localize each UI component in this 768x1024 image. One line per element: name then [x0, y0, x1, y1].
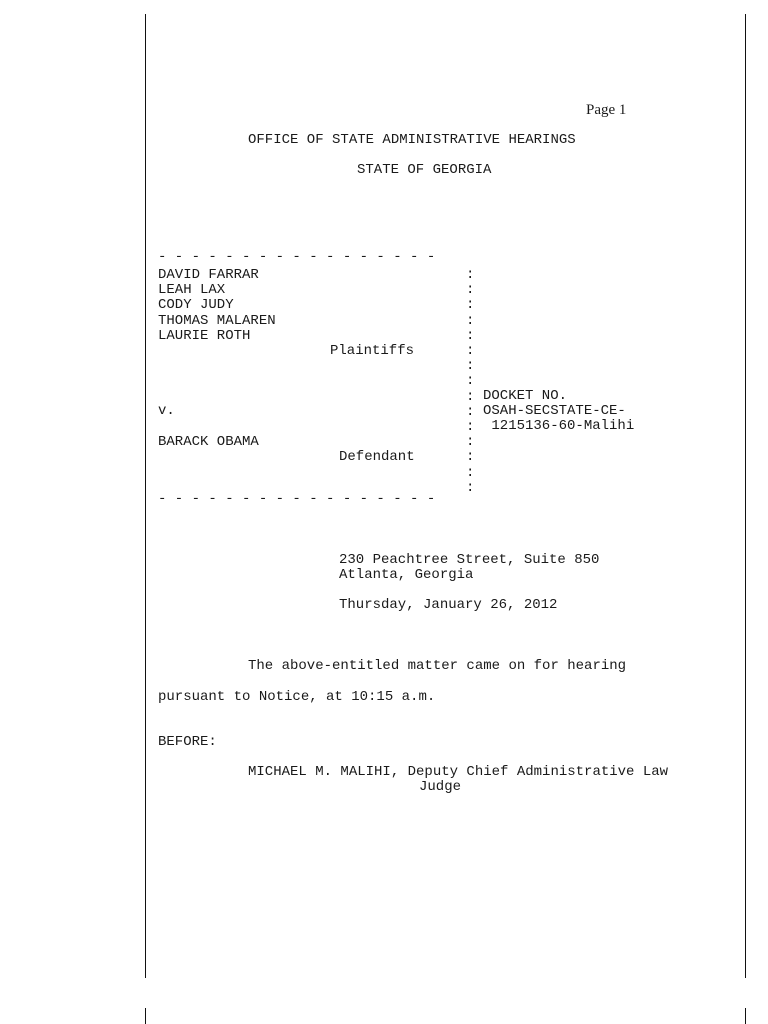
defendant-name: BARACK OBAMA	[158, 434, 259, 450]
plaintiffs-label: Plaintiffs	[330, 343, 415, 359]
judge-name: MICHAEL M. MALIHI, Deputy Chief Administrative Law	[248, 764, 669, 780]
caption-top-separator: - - - - - - - - - - - - - - - - -	[158, 249, 436, 265]
docket-block	[483, 389, 634, 435]
intro-paragraph-line1: The above-entitled matter came on for hearing	[248, 658, 627, 674]
plaintiff-name: THOMAS MALAREN	[158, 312, 276, 329]
office-heading: OFFICE OF STATE ADMINISTRATIVE HEARINGS	[248, 132, 576, 148]
hearing-date: Thursday, January 26, 2012	[339, 597, 558, 613]
hearing-address	[339, 553, 599, 583]
docket-number-cont: 1215136-60-Malihi	[483, 418, 635, 435]
plaintiff-name: DAVID FARRAR	[158, 267, 259, 283]
docket-label: DOCKET NO.	[483, 388, 568, 404]
plaintiff-name: CODY JUDY	[158, 297, 234, 314]
versus-label: v.	[158, 403, 175, 419]
caption-bottom-separator: - - - - - - - - - - - - - - - - -	[158, 491, 436, 507]
state-heading: STATE OF GEORGIA	[357, 162, 492, 178]
before-label: BEFORE:	[158, 734, 217, 750]
caption-colon-column: : : : : : : : : : : : : : : :	[466, 267, 475, 496]
next-page-right-rule	[745, 1008, 746, 1024]
left-margin-rule	[145, 14, 146, 978]
judge-title-cont: Judge	[419, 779, 462, 795]
defendant-label: Defendant	[339, 449, 415, 465]
docket-number: OSAH-SECSTATE-CE-	[483, 403, 626, 420]
next-page-left-rule	[145, 1008, 146, 1024]
page-number: Page 1	[586, 102, 627, 118]
right-margin-rule	[745, 14, 746, 978]
city-state: Atlanta, Georgia	[339, 567, 474, 584]
plaintiff-name: LAURIE ROTH	[158, 327, 251, 344]
plaintiff-names	[158, 268, 276, 344]
intro-paragraph-line2: pursuant to Notice, at 10:15 a.m.	[158, 689, 436, 705]
plaintiff-name: LEAH LAX	[158, 282, 226, 299]
street-address: 230 Peachtree Street, Suite 850	[339, 552, 600, 568]
